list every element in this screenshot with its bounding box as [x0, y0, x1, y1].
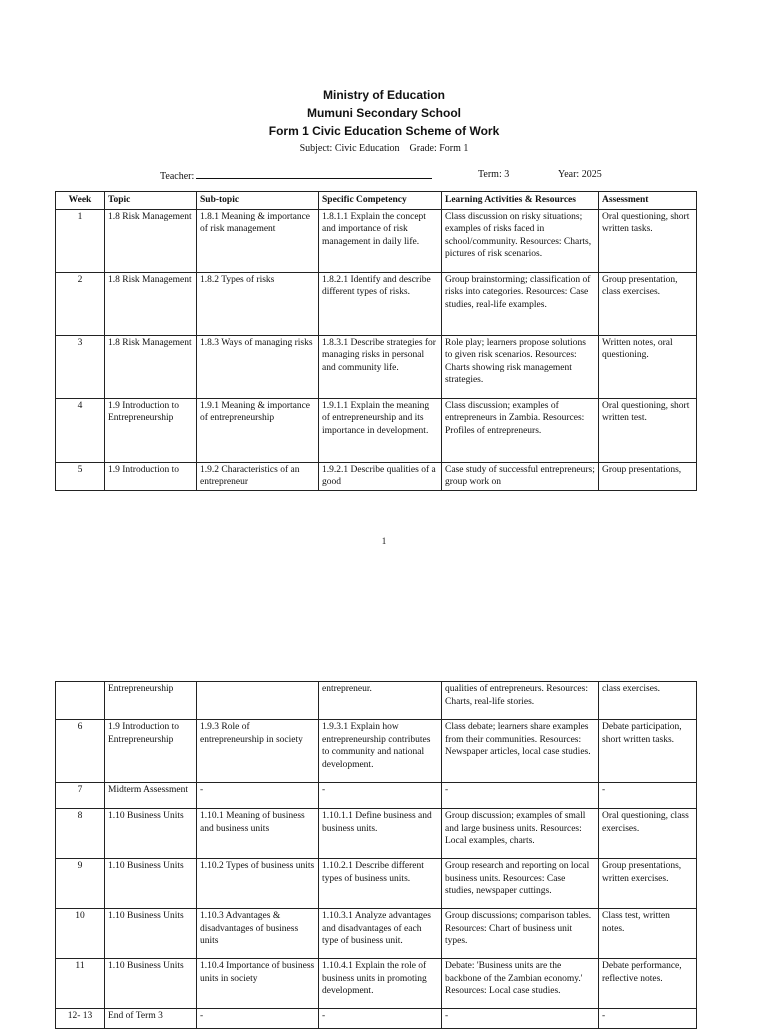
cell-assessment: Group presentations,: [599, 462, 697, 490]
cell-subtopic: 1.10.4 Importance of business units in society: [197, 959, 319, 1009]
subject-grade-line: Subject: Civic Education Grade: Form 1: [299, 143, 469, 154]
page-number: 1: [381, 536, 387, 546]
cell-activities: -: [442, 783, 599, 809]
cell-week: 6: [56, 720, 105, 783]
col-header-assessment: Assessment: [599, 192, 697, 210]
col-header-topic: Topic: [105, 192, 197, 210]
table-row: [56, 809, 697, 859]
cell-topic: 1.10 Business Units: [105, 809, 197, 859]
cell-subtopic: 1.10.2 Types of business units: [197, 859, 319, 909]
cell-subtopic: -: [197, 1009, 319, 1029]
cell-assessment: Debate performance, reflective notes.: [599, 959, 697, 1009]
cell-subtopic: 1.10.3 Advantages & disadvantages of business units: [197, 909, 319, 959]
cell-week: 5: [56, 462, 105, 490]
cell-competency: 1.9.1.1 Explain the meaning of entrepreneurship and its importance in development.: [319, 398, 442, 462]
table-row: [56, 959, 697, 1009]
cell-topic: 1.10 Business Units: [105, 909, 197, 959]
cell-week: 4: [56, 398, 105, 462]
cell-activities: Group discussion; examples of small and large business units. Resources: Local examples, charts.: [442, 809, 599, 859]
cell-week: 9: [56, 859, 105, 909]
table-row: [56, 209, 697, 272]
cell-competency: 1.10.1.1 Define business and business units.: [319, 809, 442, 859]
cell-assessment: -: [599, 1009, 697, 1029]
cell-competency: 1.8.2.1 Identify and describe different types of risks.: [319, 272, 442, 335]
table-row: [56, 682, 697, 720]
table-row: [56, 462, 697, 490]
cell-competency: -: [319, 1009, 442, 1029]
cell-activities: Group research and reporting on local business units. Resources: Case studies, newspaper cuttings.: [442, 859, 599, 909]
cell-week: 12- 13: [56, 1009, 105, 1029]
cell-topic: 1.9 Introduction to Entrepreneurship: [105, 720, 197, 783]
table-row: [56, 909, 697, 959]
table-row: [56, 720, 697, 783]
cell-topic: 1.8 Risk Management: [105, 335, 197, 398]
cell-competency: 1.10.3.1 Analyze advantages and disadvantages of each type of business unit.: [319, 909, 442, 959]
teacher-blank-line: [196, 169, 432, 179]
cell-activities: Group brainstorming; classification of risks into categories. Resources: Case studies, real-life examples.: [442, 272, 599, 335]
cell-topic: 1.9 Introduction to Entrepreneurship: [105, 398, 197, 462]
col-header-week: Week: [56, 192, 105, 210]
cell-assessment: Written notes, oral questioning.: [599, 335, 697, 398]
cell-subtopic: 1.9.1 Meaning & importance of entrepreneurship: [197, 398, 319, 462]
cell-assessment: Oral questioning, class exercises.: [599, 809, 697, 859]
cell-subtopic: 1.10.1 Meaning of business and business units: [197, 809, 319, 859]
cell-subtopic: 1.8.1 Meaning & importance of risk management: [197, 209, 319, 272]
year-label: Year: 2025: [558, 169, 602, 180]
term-label: Term: 3: [478, 169, 510, 180]
cell-activities: -: [442, 1009, 599, 1029]
cell-activities: Class discussion on risky situations; examples of risks faced in school/community. Resources: Charts, pictures of risk scenarios.: [442, 209, 599, 272]
cell-topic: 1.9 Introduction to: [105, 462, 197, 490]
cell-activities: qualities of entrepreneurs. Resources: Charts, real-life stories.: [442, 682, 599, 720]
cell-topic: 1.10 Business Units: [105, 859, 197, 909]
scheme-table-page-2: [55, 681, 697, 1029]
cell-assessment: Group presentation, class exercises.: [599, 272, 697, 335]
cell-week: 11: [56, 959, 105, 1009]
cell-competency: 1.10.4.1 Explain the role of business units in promoting development.: [319, 959, 442, 1009]
table-row: [56, 335, 697, 398]
scheme-table-page-1: [55, 191, 697, 491]
cell-competency: 1.9.2.1 Describe qualities of a good: [319, 462, 442, 490]
cell-week: 10: [56, 909, 105, 959]
col-header-subtopic: Sub-topic: [197, 192, 319, 210]
col-header-competency: Specific Competency: [319, 192, 442, 210]
ministry-title: Ministry of Education: [322, 88, 445, 102]
cell-topic: 1.8 Risk Management: [105, 272, 197, 335]
cell-assessment: Class test, written notes.: [599, 909, 697, 959]
cell-competency: 1.10.2.1 Describe different types of business units.: [319, 859, 442, 909]
school-name: Mumuni Secondary School: [306, 106, 462, 120]
col-header-activities: Learning Activities & Resources: [442, 192, 599, 210]
cell-subtopic: [197, 682, 319, 720]
cell-week: 3: [56, 335, 105, 398]
teacher-label: Teacher:: [160, 171, 195, 182]
table-header-row: [56, 192, 697, 210]
table-row: [56, 1009, 697, 1029]
cell-competency: 1.8.3.1 Describe strategies for managing risks in personal and community life.: [319, 335, 442, 398]
cell-topic: End of Term 3: [105, 1009, 197, 1029]
cell-activities: Role play; learners propose solutions to given risk scenarios. Resources: Charts showing risk management strategies.: [442, 335, 599, 398]
scheme-title: Form 1 Civic Education Scheme of Work: [268, 124, 500, 138]
cell-subtopic: 1.8.3 Ways of managing risks: [197, 335, 319, 398]
teacher-field: [160, 169, 432, 182]
cell-week: [56, 682, 105, 720]
cell-assessment: Oral questioning, short written test.: [599, 398, 697, 462]
cell-subtopic: 1.9.2 Characteristics of an entrepreneur: [197, 462, 319, 490]
table-row: [56, 859, 697, 909]
document-header: [0, 86, 768, 154]
cell-assessment: Group presentations, written exercises.: [599, 859, 697, 909]
cell-competency: 1.9.3.1 Explain how entrepreneurship contributes to community and national development.: [319, 720, 442, 783]
table-row: [56, 783, 697, 809]
cell-activities: Case study of successful entrepreneurs; group work on: [442, 462, 599, 490]
cell-assessment: Debate participation, short written tasks.: [599, 720, 697, 783]
cell-subtopic: 1.8.2 Types of risks: [197, 272, 319, 335]
cell-assessment: class exercises.: [599, 682, 697, 720]
cell-subtopic: -: [197, 783, 319, 809]
cell-assessment: -: [599, 783, 697, 809]
cell-activities: Debate: 'Business units are the backbone of the Zambian economy.' Resources: Local case studies.: [442, 959, 599, 1009]
cell-competency: entrepreneur.: [319, 682, 442, 720]
table-row: [56, 272, 697, 335]
cell-week: 1: [56, 209, 105, 272]
cell-week: 8: [56, 809, 105, 859]
cell-subtopic: 1.9.3 Role of entrepreneurship in society: [197, 720, 319, 783]
cell-activities: Group discussions; comparison tables. Resources: Chart of business unit types.: [442, 909, 599, 959]
cell-competency: -: [319, 783, 442, 809]
cell-topic: Midterm Assessment: [105, 783, 197, 809]
cell-topic: 1.8 Risk Management: [105, 209, 197, 272]
cell-week: 7: [56, 783, 105, 809]
cell-activities: Class debate; learners share examples from their communities. Resources: Newspaper articles, local case studies.: [442, 720, 599, 783]
cell-assessment: Oral questioning, short written tasks.: [599, 209, 697, 272]
cell-competency: 1.8.1.1 Explain the concept and importance of risk management in daily life.: [319, 209, 442, 272]
cell-activities: Class discussion; examples of entrepreneurs in Zambia. Resources: Profiles of entrepreneurs.: [442, 398, 599, 462]
cell-topic: 1.10 Business Units: [105, 959, 197, 1009]
cell-week: 2: [56, 272, 105, 335]
cell-topic: Entrepreneurship: [105, 682, 197, 720]
table-row: [56, 398, 697, 462]
